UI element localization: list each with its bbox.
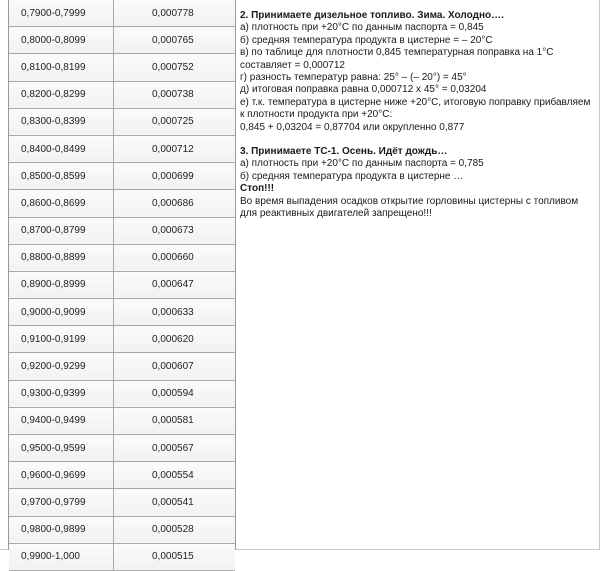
correction-table-container xyxy=(8,0,236,563)
example-2-line-e: д) итоговая поправка равна 0,000712 х 45° = 0,03204 xyxy=(240,84,487,96)
table-row xyxy=(9,54,235,81)
correction-value-cell: 0,000633 xyxy=(114,299,236,326)
example-2-line-b: б) средняя температура продукта в цистерне = – 20°С xyxy=(240,34,493,46)
example-2-heading: 2. Принимаете дизельное топливо. Зима. Холодно…. xyxy=(240,10,504,21)
table-row xyxy=(9,135,235,162)
example-3-line-b: б) средняя температура продукта в цистерне … xyxy=(240,170,464,182)
density-range-cell: 0,8700-0,8799 xyxy=(9,217,114,244)
example-2-result: 0,845 + 0,03204 = 0,87704 или окрупленно 0,877 xyxy=(240,121,465,133)
table-row xyxy=(9,380,235,407)
table-row xyxy=(9,217,235,244)
example-3-stop: Стоп!!! xyxy=(240,183,275,195)
density-range-cell: 0,9100-0,9199 xyxy=(9,326,114,353)
density-range-cell: 0,8000-0,8099 xyxy=(9,27,114,54)
correction-table-body xyxy=(9,0,235,570)
correction-value-cell: 0,000725 xyxy=(114,108,236,135)
table-row xyxy=(9,543,235,570)
density-range-cell: 0,8900-0,8999 xyxy=(9,271,114,298)
example-3-warning: Во время выпадения осадков открытие горловины цистерны с топливом для реактивных двигателей запрещено!!! xyxy=(240,195,579,220)
examples-text xyxy=(240,10,592,221)
correction-value-cell: 0,000765 xyxy=(114,27,236,54)
correction-value-cell: 0,000699 xyxy=(114,163,236,190)
table-row xyxy=(9,244,235,271)
density-range-cell: 0,8600-0,8699 xyxy=(9,190,114,217)
table-row xyxy=(9,489,235,516)
example-3-heading: 3. Принимаете ТС-1. Осень. Идёт дождь… xyxy=(240,146,448,158)
example-2-line-a: а) плотность при +20°С по данным паспорта = 0,845 xyxy=(240,22,484,34)
example-3-line-a: а) плотность при +20°С по данным паспорта = 0,785 xyxy=(240,158,484,170)
density-range-cell: 0,8300-0,8399 xyxy=(9,108,114,135)
correction-value-cell: 0,000554 xyxy=(114,462,236,489)
density-range-cell: 0,9900-1,000 xyxy=(9,543,114,570)
table-row xyxy=(9,108,235,135)
correction-value-cell: 0,000660 xyxy=(114,244,236,271)
density-range-cell: 0,9400-0,9499 xyxy=(9,407,114,434)
table-row xyxy=(9,271,235,298)
table-row xyxy=(9,0,235,27)
density-range-cell: 0,9600-0,9699 xyxy=(9,462,114,489)
table-row xyxy=(9,462,235,489)
correction-value-cell: 0,000607 xyxy=(114,353,236,380)
example-2-line-d: г) разность температур равна: 25° – (– 20°) = 45° xyxy=(240,72,467,84)
correction-value-cell: 0,000712 xyxy=(114,135,236,162)
density-range-cell: 0,9000-0,9099 xyxy=(9,299,114,326)
correction-value-cell: 0,000647 xyxy=(114,271,236,298)
correction-value-cell: 0,000567 xyxy=(114,435,236,462)
table-row xyxy=(9,27,235,54)
table-row xyxy=(9,326,235,353)
correction-table xyxy=(9,0,235,571)
table-row xyxy=(9,435,235,462)
correction-value-cell: 0,000738 xyxy=(114,81,236,108)
correction-value-cell: 0,000515 xyxy=(114,543,236,570)
density-range-cell: 0,7900-0,7999 xyxy=(9,0,114,27)
correction-value-cell: 0,000594 xyxy=(114,380,236,407)
table-row xyxy=(9,353,235,380)
table-row xyxy=(9,163,235,190)
correction-value-cell: 0,000581 xyxy=(114,407,236,434)
density-range-cell: 0,8500-0,8599 xyxy=(9,163,114,190)
density-range-cell: 0,9300-0,9399 xyxy=(9,380,114,407)
density-range-cell: 0,8400-0,8499 xyxy=(9,135,114,162)
table-row xyxy=(9,190,235,217)
correction-value-cell: 0,000528 xyxy=(114,516,236,543)
density-range-cell: 0,8100-0,8199 xyxy=(9,54,114,81)
density-range-cell: 0,9700-0,9799 xyxy=(9,489,114,516)
correction-value-cell: 0,000673 xyxy=(114,217,236,244)
example-2-line-f: е) т.к. температура в цистерне ниже +20°С, итоговую поправку прибавляем к плотности продукта при +20°С: xyxy=(240,96,591,121)
correction-value-cell: 0,000752 xyxy=(114,54,236,81)
correction-value-cell: 0,000620 xyxy=(114,326,236,353)
density-range-cell: 0,8800-0,8899 xyxy=(9,244,114,271)
density-range-cell: 0,9200-0,9299 xyxy=(9,353,114,380)
correction-value-cell: 0,000541 xyxy=(114,489,236,516)
density-range-cell: 0,8200-0,8299 xyxy=(9,81,114,108)
table-row xyxy=(9,516,235,543)
density-range-cell: 0,9800-0,9899 xyxy=(9,516,114,543)
table-row xyxy=(9,407,235,434)
correction-value-cell: 0,000686 xyxy=(114,190,236,217)
example-2-line-c: в) по таблице для плотности 0,845 температурная поправка на 1°С составляет = 0,000712 xyxy=(240,47,554,71)
density-range-cell: 0,9500-0,9599 xyxy=(9,435,114,462)
table-row xyxy=(9,81,235,108)
table-row xyxy=(9,299,235,326)
correction-value-cell: 0,000778 xyxy=(114,0,236,27)
